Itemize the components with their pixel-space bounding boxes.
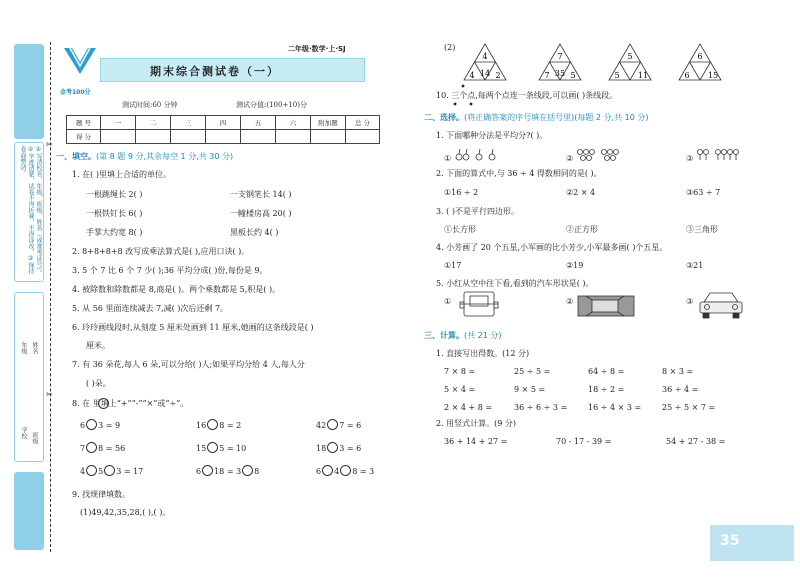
operator-blank[interactable] [202, 465, 213, 476]
choice-1-opt1 [444, 149, 504, 164]
score-cell[interactable] [241, 130, 276, 144]
calc-item: 36 ÷ 4 = [662, 385, 699, 394]
choice-4: 4. 小芳画了 20 个五星,小军画的比小芳少,小军最多画( )个五星。 [436, 243, 668, 252]
calc-item: 64 ÷ 8 = [588, 367, 625, 376]
three-dots [452, 84, 474, 108]
choice-1-opt3 [686, 149, 752, 164]
name-label: 姓名 [31, 342, 38, 354]
tri-num: 15 [707, 71, 719, 80]
op-right: 3 = 17 [116, 467, 144, 476]
scissor-icon: ✂ [46, 140, 53, 149]
binding-sidebar [14, 42, 44, 552]
question-2: 2. 8+8+8+8 改写成乘法算式是( ),应用口诀( )。 [72, 247, 250, 256]
choice-3-opt1: ①长方形 [444, 225, 476, 234]
calc-item: 2 × 4 + 8 = [444, 403, 493, 412]
logo [60, 44, 100, 96]
grade-tag: 二年级·数学·上·SJ [288, 45, 346, 53]
calc-item: 9 × 5 = [514, 385, 546, 394]
op-mid: 18 = 3 [214, 467, 242, 476]
calc-1: 1. 直接写出得数。(12 分) [436, 349, 530, 358]
choice-4-opt1: ①17 [444, 261, 462, 270]
calc-2: 2. 用竖式计算。(9 分) [436, 419, 517, 428]
op-item [196, 442, 246, 454]
car-overhead-icon [576, 292, 636, 320]
question-9: 9. 找规律填数。 [72, 490, 131, 499]
op-right: 3 = 9 [98, 421, 121, 430]
score-cell[interactable] [206, 130, 241, 144]
operator-blank[interactable] [327, 442, 338, 453]
choice-5-opt2: ② [566, 297, 574, 306]
table-cell: 附加题 [311, 116, 346, 130]
question-9-1: (1)49,42,35,28,( ),( )。 [80, 508, 171, 517]
question-7-cont: ( )朵。 [86, 379, 111, 388]
tri-num: 7 [544, 71, 550, 80]
table-cell: 六 [276, 116, 311, 130]
calc-item: 8 × 3 = [662, 367, 694, 376]
question-6-cont: 厘米。 [86, 341, 110, 350]
grade-label: 年级 [20, 342, 27, 354]
question-4: 4. 被除数和除数都是 8,商是( )。两个乘数都是 5,积是( )。 [72, 285, 281, 294]
grouping-icon [696, 149, 752, 161]
grouping-icon [576, 149, 626, 161]
question-6: 6. 玲玲画线段时,从刻度 5 厘米处画到 11 厘米,她画的这条线段是( ) [72, 323, 314, 332]
choice-5-opt1: ① [444, 297, 452, 306]
score-cell[interactable] [136, 130, 171, 144]
operator-blank[interactable] [104, 465, 115, 476]
choice-2-opt2: ②2 × 4 [566, 188, 596, 197]
operator-blank[interactable] [242, 465, 253, 476]
section-title: 三、计算。 [424, 331, 464, 340]
option-label: ③ [686, 154, 694, 163]
op-item [196, 419, 241, 431]
tri-num: 4 [482, 52, 488, 61]
operator-blank[interactable] [322, 465, 333, 476]
op-item [196, 465, 259, 477]
op-mid: 5 [98, 467, 104, 476]
op-right: 8 = 3 [352, 467, 375, 476]
score-table-score-row [67, 130, 380, 144]
score-cell[interactable] [101, 130, 136, 144]
choice-2-opt1: ①16 ÷ 2 [444, 188, 479, 197]
table-cell: 三 [171, 116, 206, 130]
question-1f: 黑板长约 4( ) [230, 228, 279, 237]
tri-num: 11 [637, 71, 649, 80]
op-item [316, 465, 374, 477]
table-cell: 五 [241, 116, 276, 130]
test-score: 测试分值:(100+10)分 [236, 101, 307, 109]
score-cell[interactable] [346, 130, 380, 144]
op-right: 7 = 6 [339, 421, 362, 430]
op-left: 6 [316, 467, 322, 476]
vertical-calc-item: 54 + 27 - 38 = [666, 437, 726, 446]
car-top-view-icon [458, 288, 502, 318]
choice-1-opt2 [566, 149, 626, 164]
question-1d: 一幢楼房高 20( ) [230, 209, 292, 218]
section-title: 二、选择。 [424, 113, 464, 122]
op-right: 3 = 6 [339, 444, 362, 453]
page-number: 35 [710, 525, 794, 561]
op-item [80, 419, 120, 431]
question-1a: 一根跳绳长 2( ) [86, 190, 143, 199]
op-item [80, 465, 143, 477]
operator-circle [98, 398, 109, 409]
operator-blank[interactable] [327, 419, 338, 430]
op-left: 7 [80, 444, 86, 453]
question-1c: 一根铁钉长 6( ) [86, 209, 143, 218]
op-left: 18 [316, 444, 327, 453]
number-triangles [460, 42, 760, 82]
question-9-2-label: (2) [444, 43, 456, 52]
choice-3-opt2: ②正方形 [566, 225, 598, 234]
op-right: 5 = 10 [219, 444, 247, 453]
op-item [80, 442, 125, 454]
tri-num: 35 [554, 69, 566, 78]
question-1b: 一支钢笔长 14( ) [230, 190, 292, 199]
tri-num: 2 [495, 71, 501, 80]
op-left: 15 [196, 444, 207, 453]
tri-num: 6 [697, 52, 703, 61]
score-cell[interactable] [311, 130, 346, 144]
calc-item: 36 ÷ 6 ÷ 3 = [514, 403, 568, 412]
tri-num: 4 [469, 71, 475, 80]
table-cell: 得 分 [67, 130, 101, 144]
op-left: 6 [80, 421, 86, 430]
school-label: 学校 [20, 427, 27, 439]
op-left: 6 [196, 467, 202, 476]
choice-5: 5. 小红从空中往下看,看到的汽车形状是( )。 [436, 279, 594, 288]
question-3: 3. 5 个 7 比 6 个 7 少( );36 平均分成( )份,每份是 9。 [72, 266, 268, 275]
option-label: ① [444, 154, 452, 163]
operator-blank[interactable] [86, 465, 97, 476]
sidebar-bottom-block [14, 472, 44, 550]
choice-3-opt3: ③三角形 [686, 225, 718, 234]
section-note: (将正确答案的序号填在括号里)(每题 2 分,共 10 分) [464, 113, 649, 122]
tri-num: 6 [684, 71, 690, 80]
table-cell: 四 [206, 116, 241, 130]
tri-num: 5 [627, 52, 633, 61]
score-cell[interactable] [171, 130, 206, 144]
tri-num: 7 [557, 52, 563, 61]
sidebar-top-block [14, 44, 44, 139]
grouping-icon [454, 149, 504, 161]
calc-item: 5 × 4 = [444, 385, 476, 394]
question-5: 5. 从 56 里面连续减去 7,减( )次后还剩 7。 [72, 304, 229, 313]
calc-item: 25 ÷ 5 = [514, 367, 551, 376]
cut-line [50, 42, 51, 552]
op-mid: 4 [334, 467, 340, 476]
table-cell: 题 号 [67, 116, 101, 130]
choice-4-opt3: ③21 [686, 261, 704, 270]
choice-2-opt3: ③63 ÷ 7 [686, 188, 721, 197]
op-right: 8 [254, 467, 260, 476]
operator-blank[interactable] [86, 442, 97, 453]
choice-1: 1. 下面哪种分法是平均分?( )。 [436, 131, 548, 140]
test-time: 测试时间:60 分钟 [122, 101, 178, 109]
table-cell: 总 分 [346, 116, 380, 130]
op-item [316, 419, 361, 431]
section2-heading [424, 112, 648, 123]
choice-3: 3. ( )不是平行四边形。 [436, 207, 519, 216]
op-left: 42 [316, 421, 327, 430]
operator-blank[interactable] [86, 419, 97, 430]
op-left: 16 [196, 421, 207, 430]
car-front-view-icon [696, 290, 746, 320]
section1-heading [56, 151, 233, 162]
score-table-header-row [67, 116, 380, 130]
op-item [316, 442, 361, 454]
operator-blank[interactable] [340, 465, 351, 476]
operator-blank[interactable] [207, 442, 218, 453]
vertical-calc-item: 70 - 17 - 39 = [556, 437, 612, 446]
table-cell: 一 [101, 116, 136, 130]
op-right: 8 = 2 [219, 421, 242, 430]
choice-4-opt2: ②19 [566, 261, 584, 270]
option-label: ② [566, 154, 574, 163]
sidebar-note: ①写清校名、年级、班级、姓名（或准考证号）。②字迹清楚，试卷不得折叠，不得涂改。③保持卷面整洁。 [19, 146, 42, 276]
section-title: 一、填空。 [56, 152, 96, 161]
scissor-icon: ✂ [46, 390, 53, 399]
calc-item: 7 × 8 = [444, 367, 476, 376]
question-1: 1. 在( )里填上合适的单位。 [72, 170, 171, 179]
logo-text: 金考100分 [60, 89, 91, 96]
question-1e: 手掌大约宽 8( ) [86, 228, 143, 237]
op-left: 4 [80, 467, 86, 476]
vertical-calc-item: 36 + 14 + 27 = [444, 437, 508, 446]
section-note: (共 21 分) [464, 331, 502, 340]
choice-5-opt3: ③ [686, 297, 694, 306]
tri-num: 5 [570, 71, 576, 80]
page-title: 期末综合测试卷（一） [150, 65, 280, 78]
question-7: 7. 有 36 朵花,每人 6 朵,可以分给( )人;如果平均分给 4 人,每人分 [72, 360, 305, 369]
tri-num: 5 [614, 71, 620, 80]
op-right: 8 = 56 [98, 444, 126, 453]
calc-item: 18 ÷ 2 = [588, 385, 625, 394]
question-10: 10. 三个点,每两个点连一条线段,可以画( )条线段。 [436, 91, 618, 100]
section3-heading [424, 330, 502, 341]
question-8: 8. 在 里填上“+”“-”“×”或“÷”。 [72, 399, 189, 408]
score-cell[interactable] [276, 130, 311, 144]
score-table [66, 115, 380, 144]
section-note: (第 8 题 9 分,其余每空 1 分,共 30 分) [96, 152, 234, 161]
tri-num: 14 [479, 69, 491, 78]
operator-blank[interactable] [207, 419, 218, 430]
calc-item: 25 ÷ 5 × 7 = [662, 403, 716, 412]
choice-2: 2. 下面的算式中,与 36 ÷ 4 得数相同的是( )。 [436, 169, 602, 178]
calc-item: 16 ÷ 4 × 3 = [588, 403, 642, 412]
class-label: 班级 [31, 432, 38, 444]
table-cell: 二 [136, 116, 171, 130]
